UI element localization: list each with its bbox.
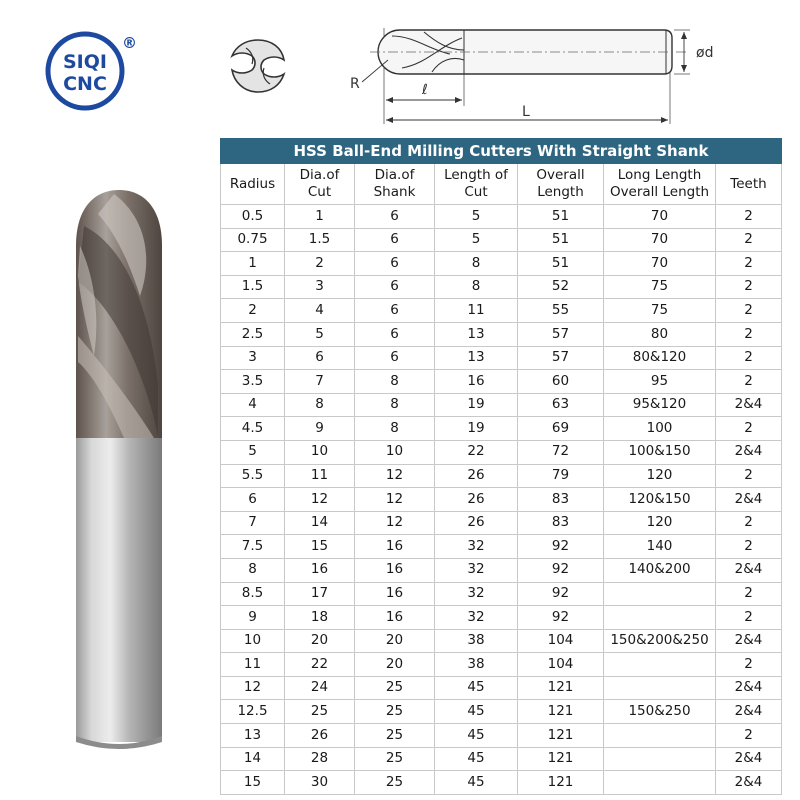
table-cell: 16 (355, 606, 435, 630)
table-cell: 4.5 (221, 417, 285, 441)
column-header (221, 164, 285, 205)
table-cell: 12.5 (221, 700, 285, 724)
table-cell: 104 (518, 629, 604, 653)
table-cell: 25 (355, 747, 435, 771)
table-cell: 1.5 (221, 275, 285, 299)
table-row (221, 440, 782, 464)
table-row (221, 747, 782, 771)
table-cell: 5 (285, 322, 355, 346)
table-cell: 3 (285, 275, 355, 299)
table-cell: 1 (285, 205, 355, 229)
table-cell: 6 (355, 205, 435, 229)
table-cell: 11 (221, 653, 285, 677)
table-cell: 2 (716, 582, 782, 606)
table-row (221, 771, 782, 795)
table-cell: 28 (285, 747, 355, 771)
table-cell: 26 (435, 488, 518, 512)
table-cell: 72 (518, 440, 604, 464)
table-header-row (221, 164, 782, 205)
table-cell: 38 (435, 653, 518, 677)
table-cell (604, 653, 716, 677)
table-cell: 16 (355, 535, 435, 559)
table-cell: 5 (435, 228, 518, 252)
table-cell: 3.5 (221, 370, 285, 394)
table-cell: 32 (435, 535, 518, 559)
table-cell: 19 (435, 393, 518, 417)
table-cell: 0.5 (221, 205, 285, 229)
table-row (221, 417, 782, 441)
column-header (285, 164, 355, 205)
table-cell: 8 (435, 252, 518, 276)
table-cell: 121 (518, 747, 604, 771)
table-cell: 8 (435, 275, 518, 299)
table-cell: 0.75 (221, 228, 285, 252)
table-cell: 95 (604, 370, 716, 394)
table-cell: 16 (435, 370, 518, 394)
ball-end-mill-image (54, 186, 184, 754)
column-header-line: Shank (373, 184, 416, 200)
table-row (221, 275, 782, 299)
column-header (355, 164, 435, 205)
table-cell: 120 (604, 464, 716, 488)
table-cell: 83 (518, 511, 604, 535)
table-cell: 92 (518, 558, 604, 582)
table-row (221, 252, 782, 276)
table-cell: 13 (435, 346, 518, 370)
table-cell: 2 (285, 252, 355, 276)
table-cell: 120&150 (604, 488, 716, 512)
table-cell: 10 (285, 440, 355, 464)
table-row (221, 228, 782, 252)
cutter-dimension-drawing (340, 20, 740, 140)
table-cell: 6 (355, 346, 435, 370)
column-header-line: Teeth (730, 175, 767, 192)
table-cell: 16 (285, 558, 355, 582)
table-cell: 2 (716, 275, 782, 299)
table-cell: 8 (285, 393, 355, 417)
siqi-cnc-logo (44, 30, 126, 112)
table-cell: 2 (716, 370, 782, 394)
column-header-line: Radius (229, 175, 276, 192)
table-cell: 80 (604, 322, 716, 346)
table-cell: 150&200&250 (604, 629, 716, 653)
table-cell: 6 (355, 275, 435, 299)
table-row (221, 393, 782, 417)
logo-line-1: SIQI (63, 51, 107, 73)
radius-label: R (350, 76, 360, 92)
column-header-line: Overall (536, 167, 585, 184)
table-cell: 57 (518, 322, 604, 346)
table-cell: 92 (518, 535, 604, 559)
table-cell: 4 (285, 299, 355, 323)
table-cell: 121 (518, 724, 604, 748)
table-cell: 121 (518, 700, 604, 724)
table-cell: 70 (604, 205, 716, 229)
table-body (221, 205, 782, 795)
table-cell: 12 (355, 464, 435, 488)
ball-end-cross-section-icon (226, 34, 290, 98)
table-cell: 2 (716, 322, 782, 346)
table-cell: 8 (355, 370, 435, 394)
table-cell: 12 (355, 511, 435, 535)
column-header-line: Length (537, 184, 584, 200)
table-cell: 45 (435, 771, 518, 795)
table-cell: 150&250 (604, 700, 716, 724)
table-cell: 5 (435, 205, 518, 229)
table-cell (604, 747, 716, 771)
table-cell: 14 (285, 511, 355, 535)
table-cell: 45 (435, 676, 518, 700)
table-cell: 70 (604, 252, 716, 276)
table-cell: 1 (221, 252, 285, 276)
table-cell: 20 (355, 629, 435, 653)
table-cell: 2 (716, 417, 782, 441)
table-cell (604, 606, 716, 630)
column-header (435, 164, 518, 205)
table-cell: 25 (355, 676, 435, 700)
registered-mark: ® (122, 34, 137, 52)
table-row (221, 629, 782, 653)
table-cell: 55 (518, 299, 604, 323)
table-cell: 2 (716, 511, 782, 535)
table-cell: 2 (716, 606, 782, 630)
table-cell: 13 (435, 322, 518, 346)
table-cell: 2&4 (716, 771, 782, 795)
table-cell: 10 (355, 440, 435, 464)
column-header-line: Long Length (617, 167, 702, 184)
table-row (221, 205, 782, 229)
table-cell: 6 (355, 228, 435, 252)
table-cell: 6 (285, 346, 355, 370)
table-cell: 57 (518, 346, 604, 370)
table-cell: 1.5 (285, 228, 355, 252)
table-cell: 45 (435, 724, 518, 748)
table-row (221, 700, 782, 724)
table-cell: 6 (355, 322, 435, 346)
table-cell: 12 (285, 488, 355, 512)
table-cell: 18 (285, 606, 355, 630)
table-cell: 2&4 (716, 488, 782, 512)
table-cell: 100 (604, 417, 716, 441)
cut-length-label: ℓ (422, 82, 428, 98)
table-row (221, 582, 782, 606)
column-header (518, 164, 604, 205)
table-cell: 11 (435, 299, 518, 323)
table-cell (604, 676, 716, 700)
table-row (221, 322, 782, 346)
table-cell: 10 (221, 629, 285, 653)
table-row (221, 535, 782, 559)
table-cell: 2 (716, 205, 782, 229)
table-cell: 2 (716, 252, 782, 276)
table-cell: 95&120 (604, 393, 716, 417)
table-cell: 2&4 (716, 676, 782, 700)
table-cell: 79 (518, 464, 604, 488)
diameter-label: ød (696, 45, 714, 61)
specification-table (220, 138, 782, 795)
table-cell: 2&4 (716, 440, 782, 464)
table-row (221, 488, 782, 512)
table-cell: 83 (518, 488, 604, 512)
table-cell: 140&200 (604, 558, 716, 582)
table-cell: 52 (518, 275, 604, 299)
table-cell: 2&4 (716, 629, 782, 653)
table-cell: 60 (518, 370, 604, 394)
table-row (221, 464, 782, 488)
table-cell: 7 (221, 511, 285, 535)
table-cell: 2&4 (716, 700, 782, 724)
table-cell: 6 (355, 299, 435, 323)
table-cell: 15 (285, 535, 355, 559)
table-cell: 140 (604, 535, 716, 559)
table-cell: 2 (716, 535, 782, 559)
table-cell: 104 (518, 653, 604, 677)
table-cell: 32 (435, 558, 518, 582)
table-cell: 32 (435, 582, 518, 606)
table-row (221, 299, 782, 323)
table-cell: 2 (716, 346, 782, 370)
column-header-line: Length of (444, 167, 508, 184)
table-cell: 11 (285, 464, 355, 488)
table-cell: 121 (518, 771, 604, 795)
table-cell: 45 (435, 747, 518, 771)
table-cell: 45 (435, 700, 518, 724)
table-cell: 2&4 (716, 747, 782, 771)
table-row (221, 676, 782, 700)
table-cell: 100&150 (604, 440, 716, 464)
table-row (221, 558, 782, 582)
table-cell: 26 (435, 464, 518, 488)
table-cell: 8.5 (221, 582, 285, 606)
table-cell: 69 (518, 417, 604, 441)
table-cell: 51 (518, 252, 604, 276)
table-row (221, 370, 782, 394)
table-cell (604, 771, 716, 795)
table-cell: 121 (518, 676, 604, 700)
logo-line-2: CNC (63, 73, 107, 95)
table-cell: 63 (518, 393, 604, 417)
table-cell: 25 (355, 724, 435, 748)
table-cell: 92 (518, 606, 604, 630)
column-header-line: Overall Length (609, 184, 710, 200)
table-cell: 20 (355, 653, 435, 677)
table-cell: 9 (285, 417, 355, 441)
table-cell: 14 (221, 747, 285, 771)
table-cell: 80&120 (604, 346, 716, 370)
table-title: HSS Ball-End Milling Cutters With Straight Shank (221, 139, 782, 164)
table-cell: 2&4 (716, 558, 782, 582)
table-cell: 19 (435, 417, 518, 441)
table-cell: 16 (355, 558, 435, 582)
column-header (604, 164, 716, 205)
column-header-line: Dia.of (299, 167, 340, 184)
table-cell: 2 (716, 228, 782, 252)
table-cell: 24 (285, 676, 355, 700)
table-cell: 22 (285, 653, 355, 677)
table-row (221, 511, 782, 535)
table-cell: 75 (604, 299, 716, 323)
overall-length-label: L (522, 104, 530, 120)
table-row (221, 724, 782, 748)
table-cell: 4 (221, 393, 285, 417)
table-cell: 8 (355, 417, 435, 441)
table-cell: 2 (716, 653, 782, 677)
table-cell: 25 (355, 700, 435, 724)
table-cell: 16 (355, 582, 435, 606)
table-cell: 32 (435, 606, 518, 630)
table-cell: 6 (221, 488, 285, 512)
table-cell: 2 (716, 464, 782, 488)
table-title-row (221, 139, 782, 164)
table-row (221, 606, 782, 630)
table-cell: 120 (604, 511, 716, 535)
table-cell: 7.5 (221, 535, 285, 559)
table-cell: 92 (518, 582, 604, 606)
table-row (221, 346, 782, 370)
table-cell: 2&4 (716, 393, 782, 417)
table-cell: 25 (355, 771, 435, 795)
table-cell: 8 (221, 558, 285, 582)
column-header (716, 164, 782, 205)
table-cell: 9 (221, 606, 285, 630)
table-cell: 2 (221, 299, 285, 323)
table-cell: 26 (285, 724, 355, 748)
table-cell: 15 (221, 771, 285, 795)
table-cell: 2 (716, 299, 782, 323)
table-cell: 2 (716, 724, 782, 748)
table-cell: 3 (221, 346, 285, 370)
column-header-line: Dia.of (374, 167, 415, 184)
table-cell: 38 (435, 629, 518, 653)
table-cell: 2.5 (221, 322, 285, 346)
table-cell (604, 582, 716, 606)
column-header-line: Cut (307, 184, 332, 200)
table-cell: 20 (285, 629, 355, 653)
table-cell: 22 (435, 440, 518, 464)
table-cell (604, 724, 716, 748)
table-cell: 6 (355, 252, 435, 276)
table-cell: 51 (518, 228, 604, 252)
table-cell: 7 (285, 370, 355, 394)
table-cell: 25 (285, 700, 355, 724)
table-cell: 12 (221, 676, 285, 700)
table-cell: 12 (355, 488, 435, 512)
table-row (221, 653, 782, 677)
table-cell: 5.5 (221, 464, 285, 488)
table-cell: 30 (285, 771, 355, 795)
table-cell: 26 (435, 511, 518, 535)
table-cell: 8 (355, 393, 435, 417)
table-cell: 70 (604, 228, 716, 252)
table-cell: 17 (285, 582, 355, 606)
table-cell: 51 (518, 205, 604, 229)
table-cell: 13 (221, 724, 285, 748)
table-cell: 5 (221, 440, 285, 464)
table-cell: 75 (604, 275, 716, 299)
column-header-line: Cut (464, 184, 488, 200)
